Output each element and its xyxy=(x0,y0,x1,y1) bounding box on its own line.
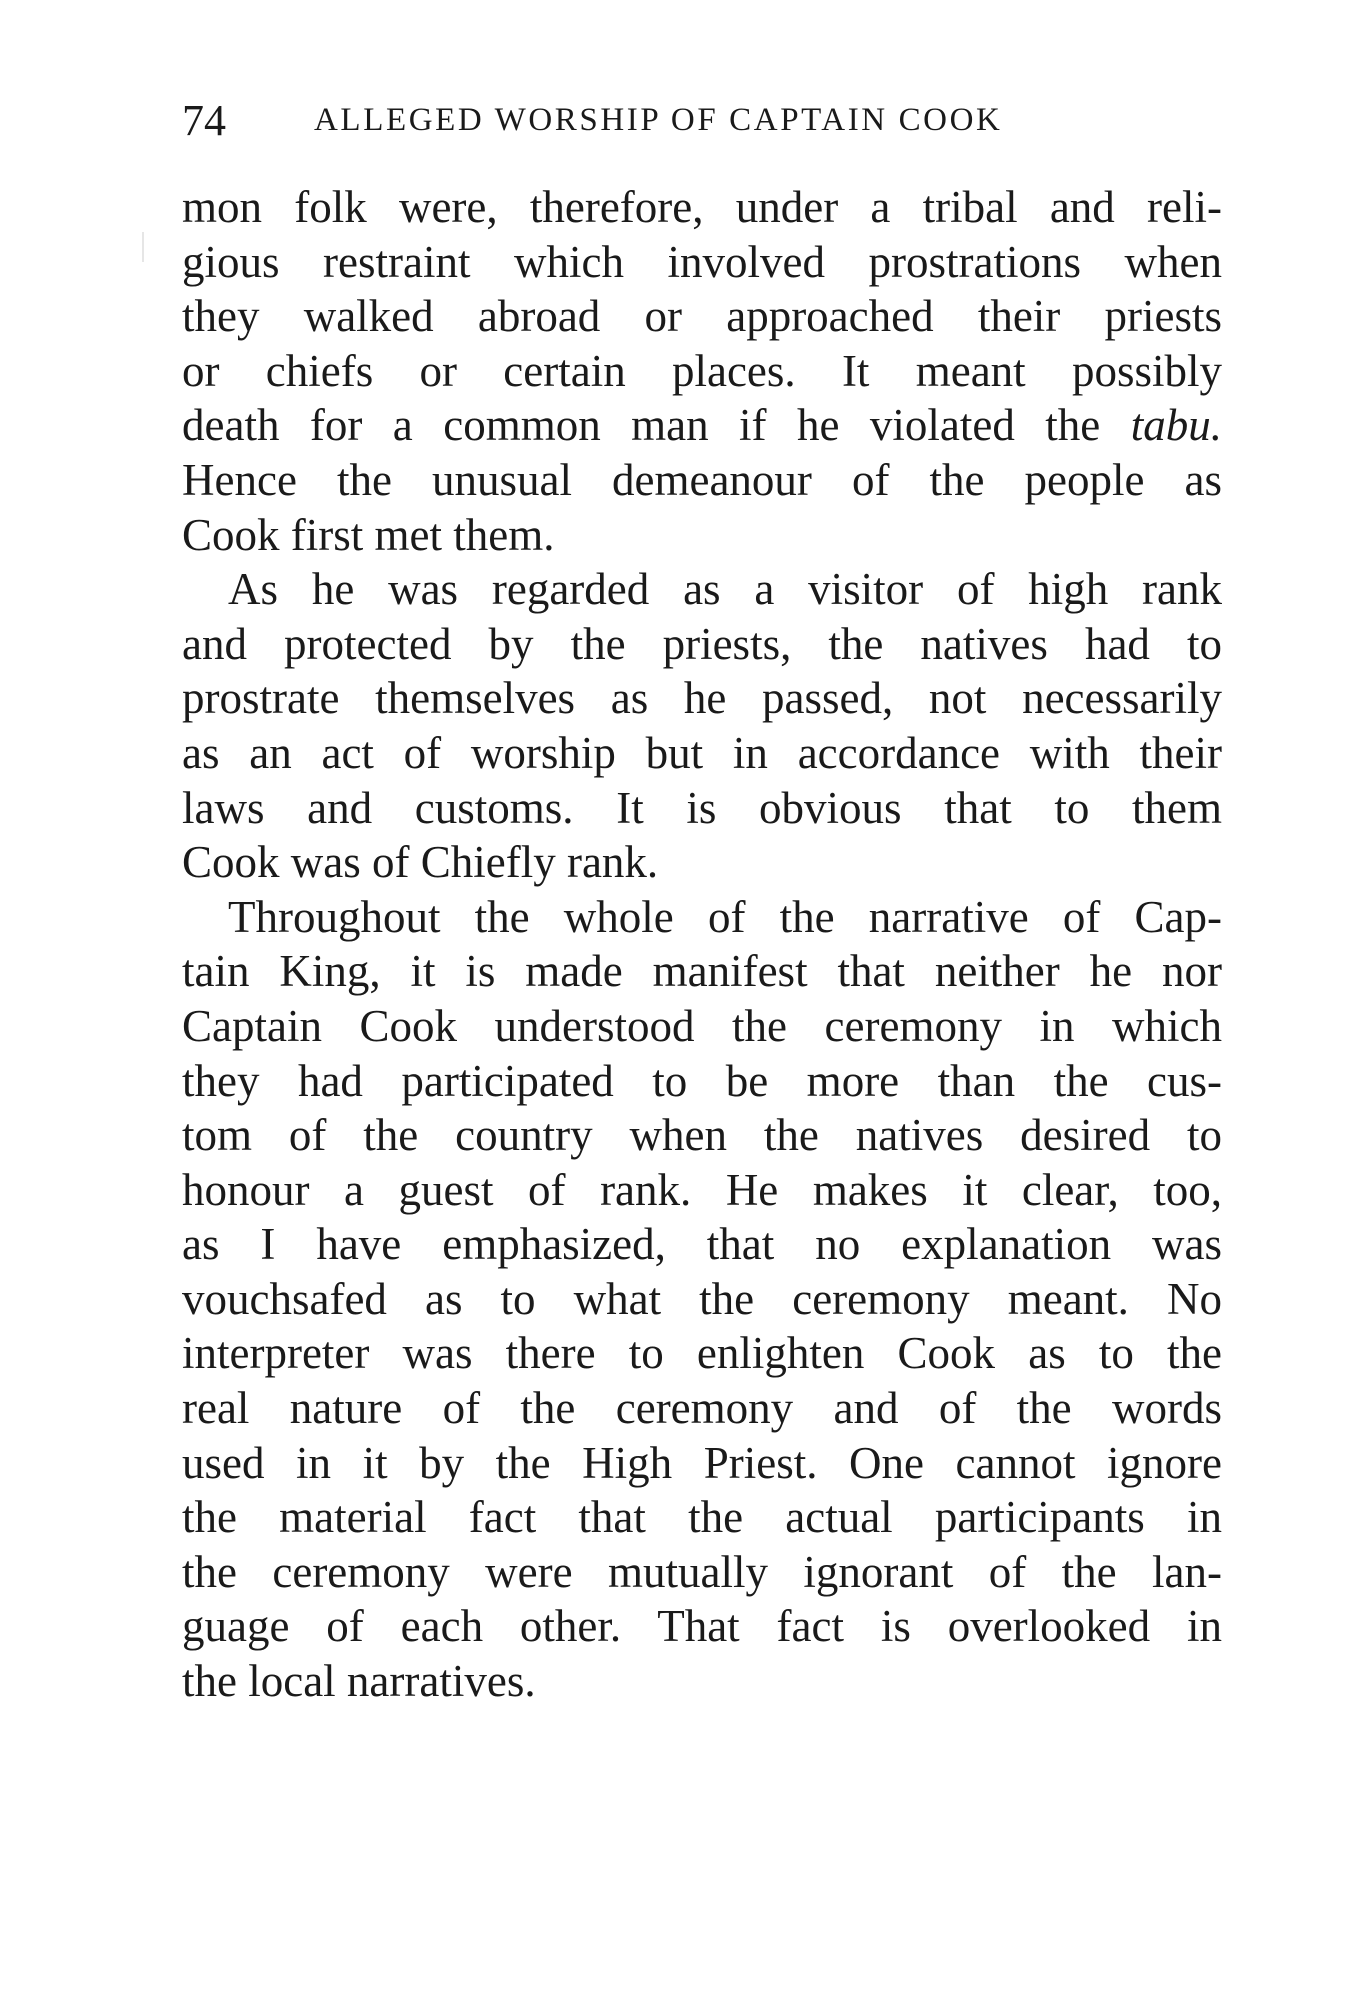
text-line: or chiefs or certain places. It meant possibly xyxy=(182,345,1222,396)
italic-word-tabu: tabu. xyxy=(1130,400,1222,451)
text-line: the ceremony were mutually ignorant of the lan- xyxy=(182,1546,1222,1597)
page-number: 74 xyxy=(182,96,226,145)
text-line: Cook first met them. xyxy=(182,509,555,560)
text-line: Captain Cook understood the ceremony in which xyxy=(182,1000,1222,1051)
text-line: used in it by the High Priest. One cannot ignore xyxy=(182,1437,1222,1488)
text-line: real nature of the ceremony and of the words xyxy=(182,1383,1222,1434)
paragraph-2 xyxy=(182,562,1222,890)
text-line: prostrate themselves as he passed, not necessarily xyxy=(182,673,1222,724)
text-line: and protected by the priests, the natives had to xyxy=(182,618,1222,669)
text-line: interpreter was there to enlighten Cook as to the xyxy=(182,1328,1222,1379)
text-line: Throughout the whole of the narrative of Cap- xyxy=(228,891,1222,942)
text-line: laws and customs. It is obvious that to them xyxy=(182,782,1222,833)
text-line: the local narratives. xyxy=(182,1656,536,1707)
text-line: tom of the country when the natives desired to xyxy=(182,1110,1222,1161)
running-head xyxy=(182,90,1222,150)
text-line: guage of each other. That fact is overlooked in xyxy=(182,1601,1222,1652)
text-line: the material fact that the actual participants in xyxy=(182,1492,1222,1543)
text-line: honour a guest of rank. He makes it clear, too, xyxy=(182,1164,1222,1215)
body-text xyxy=(182,180,1222,1709)
paragraph-3 xyxy=(182,890,1222,1709)
text-line: vouchsafed as to what the ceremony meant. No xyxy=(182,1273,1222,1324)
text-line: as an act of worship but in accordance with their xyxy=(182,727,1222,778)
text-line-start: death for a common man if he violated the xyxy=(182,400,1131,451)
margin-mark xyxy=(142,232,144,262)
text-line: as I have emphasized, that no explanation was xyxy=(182,1219,1222,1270)
text-line: gious restraint which involved prostrations when xyxy=(182,236,1222,287)
running-head-title: ALLEGED WORSHIP OF CAPTAIN COOK xyxy=(314,102,1003,138)
text-line: Cook was of Chiefly rank. xyxy=(182,837,659,888)
text-line: they walked abroad or approached their priests xyxy=(182,291,1222,342)
text-line: mon folk were, therefore, under a tribal and reli- xyxy=(182,182,1222,232)
text-line: tain King, it is made manifest that neither he nor xyxy=(182,946,1222,997)
paragraph-1 xyxy=(182,180,1222,562)
text-line: they had participated to be more than the cus- xyxy=(182,1055,1222,1106)
text-line: As he was regarded as a visitor of high rank xyxy=(228,564,1222,615)
text-line xyxy=(182,398,1222,453)
text-line: Hence the unusual demeanour of the people as xyxy=(182,454,1222,505)
